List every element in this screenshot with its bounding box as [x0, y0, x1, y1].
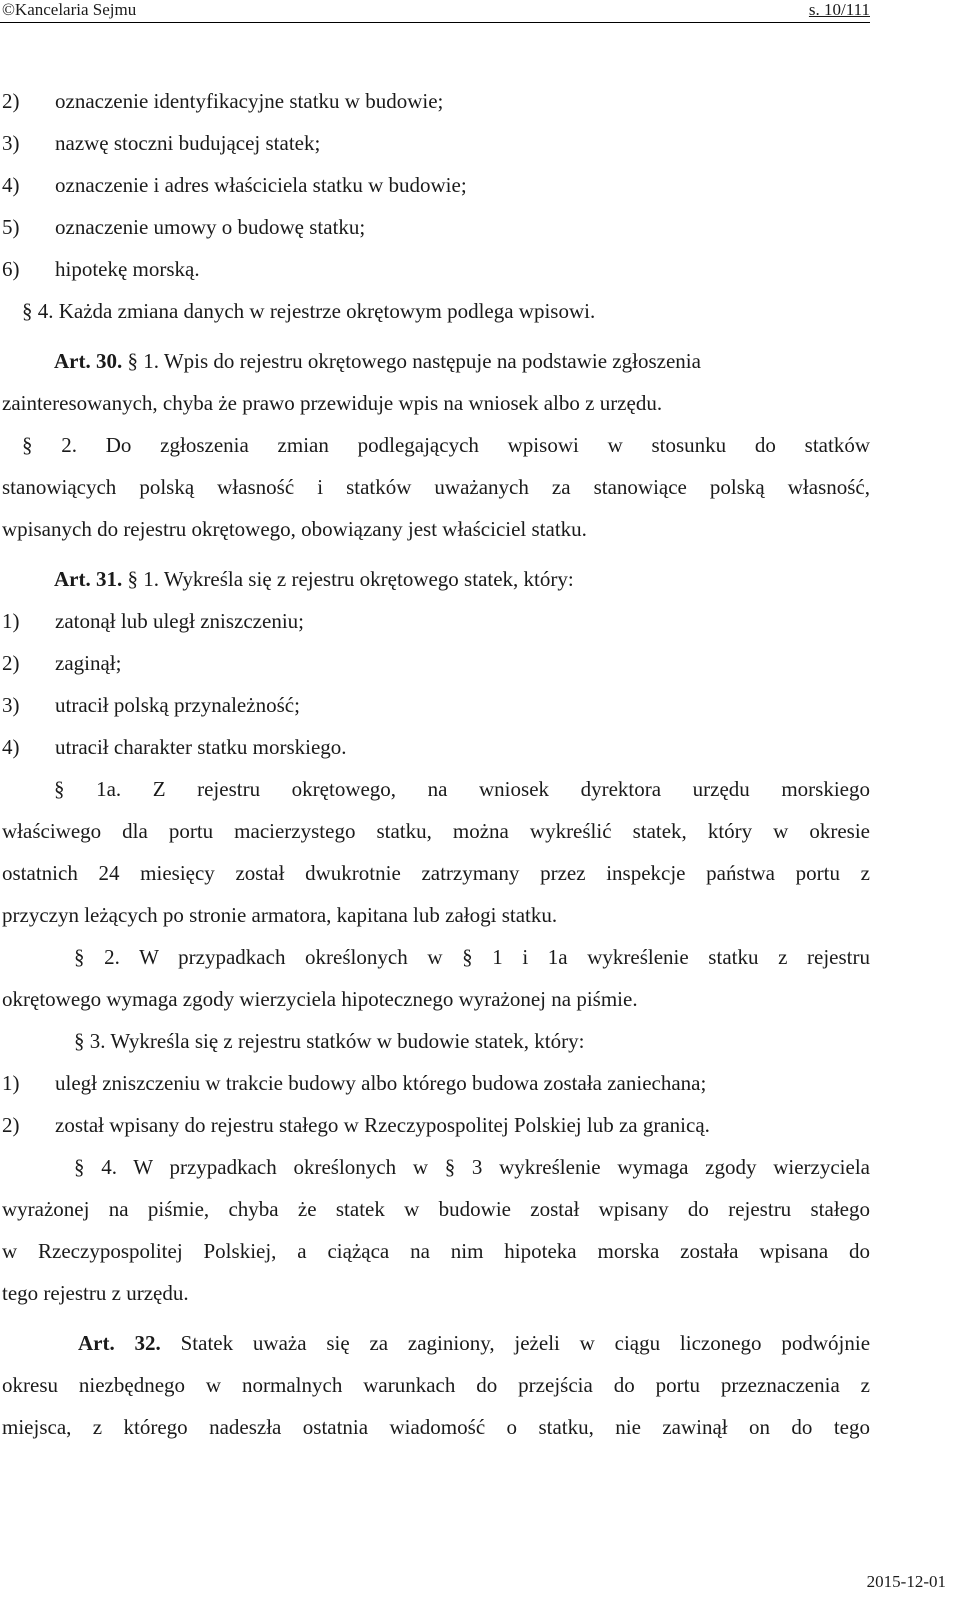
art31-p4-line4: tego rejestru z urzędu.	[2, 1281, 189, 1305]
list-item: 6) hipotekę morską.	[2, 257, 200, 281]
list-item: 4) oznaczenie i adres właściciela statku w budowie;	[2, 173, 467, 197]
art31-p2-line2: okrętowego wymaga zgody wierzyciela hipotecznego wyrażonej na piśmie.	[2, 987, 638, 1011]
art30-p2-line3: wpisanych do rejestru okrętowego, obowiązany jest właściciel statku.	[2, 517, 587, 541]
art31-label: Art. 31.	[54, 567, 123, 591]
art31-p4-line3: w Rzeczypospolitej Polskiej, a ciążąca na nim hipoteka morska została wpisana do	[2, 1239, 870, 1263]
art31-p1a-line4: przyczyn leżących po stronie armatora, kapitana lub załogi statku.	[2, 903, 558, 927]
list-item: 2) oznaczenie identyfikacyjne statku w budowie;	[2, 89, 444, 113]
art32-line3: miejsca, z którego nadeszła ostatnia wiadomość o statku, nie zawinął on do tego	[2, 1415, 870, 1439]
art32-label: Art. 32.	[78, 1331, 161, 1355]
art31-p4-line1: § 4. W przypadkach określonych w § 3 wykreślenie wymaga zgody wierzyciela	[74, 1155, 870, 1179]
art30-p2-line1: § 2. Do zgłoszenia zmian podlegających wpisowi w stosunku do statków	[22, 433, 870, 457]
list-item: 3) utracił polską przynależność;	[2, 693, 300, 717]
page-number-link[interactable]: s. 10/111	[808, 0, 870, 19]
art32-line2: okresu niezbędnego w normalnych warunkach do przejścia do portu przeznaczenia z	[2, 1373, 870, 1397]
art31-p1: Art. 31. § 1. Wykreśla się z rejestru okrętowego statek, który:	[54, 567, 574, 591]
list-item: 2) zaginął;	[2, 651, 122, 675]
art31-p4-line2: wyrażonej na piśmie, chyba że statek w budowie został wpisany do rejestru stałego	[2, 1197, 870, 1221]
list-item: 1) uległ zniszczeniu w trakcie budowy albo którego budowa została zaniechana;	[2, 1071, 707, 1095]
art30-label: Art. 30.	[54, 349, 123, 373]
list-item: 1) zatonął lub uległ zniszczeniu;	[2, 609, 304, 633]
page-header	[0, 0, 870, 23]
copyright-text: ©Kancelaria Sejmu	[2, 0, 137, 19]
art31-p1a-line3: ostatnich 24 miesięcy został dwukrotnie zatrzymany przez inspekcje państwa portu z	[2, 861, 870, 885]
art31-p1a-line2: właściwego dla portu macierzystego statku, można wykreślić statek, który w okresie	[2, 819, 870, 843]
list-item: 3) nazwę stoczni budującej statek;	[2, 131, 321, 155]
art32-line1: Art. 32. Statek uważa się za zaginiony, jeżeli w ciągu liczonego podwójnie	[78, 1331, 871, 1355]
list-item: 2) został wpisany do rejestru stałego w Rzeczypospolitej Polskiej lub za granicą.	[2, 1113, 710, 1137]
art31-p2-line1: § 2. W przypadkach określonych w § 1 i 1a wykreślenie statku z rejestru	[74, 945, 870, 969]
art30-p2-line2: stanowiących polską własność i statków uważanych za stanowiące polską własność,	[2, 475, 870, 499]
document-body	[2, 80, 870, 1448]
paragraph-4: § 4. Każda zmiana danych w rejestrze okrętowym podlega wpisowi.	[22, 299, 596, 323]
footer-date: 2015-12-01	[866, 1572, 946, 1591]
list-item: 5) oznaczenie umowy o budowę statku;	[2, 215, 366, 239]
art31-p3: § 3. Wykreśla się z rejestru statków w budowie statek, który:	[74, 1029, 585, 1053]
art30-p1-line1: Art. 30. § 1. Wpis do rejestru okrętowego następuje na podstawie zgłoszenia	[54, 349, 701, 373]
art30-p1-line2: zainteresowanych, chyba że prawo przewiduje wpis na wniosek albo z urzędu.	[2, 391, 663, 415]
list-item: 4) utracił charakter statku morskiego.	[2, 735, 347, 759]
art31-p1a-line1: § 1a. Z rejestru okrętowego, na wniosek dyrektora urzędu morskiego	[54, 777, 870, 801]
